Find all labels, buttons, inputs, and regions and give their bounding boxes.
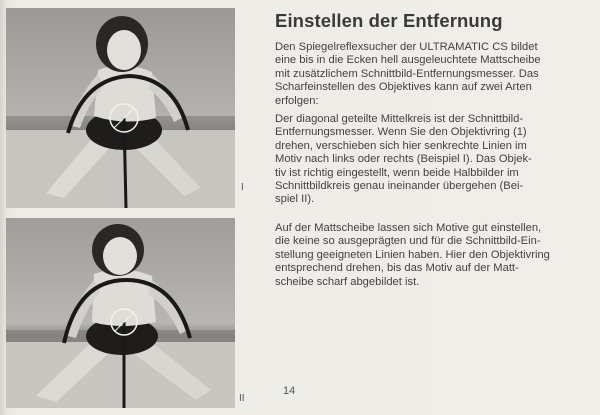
- paragraph-line: drehen, verschieben sich hier senkrechte Linien im: [275, 139, 527, 152]
- paragraph-line: die keine so ausgeprägten und für die Schnittbild-Ein-: [275, 235, 541, 248]
- paragraph-line: Scharfeinstellen des Objektives kann auf zwei Arten: [275, 81, 532, 94]
- paragraph-line: Auf der Mattscheibe lassen sich Motive gut einstellen,: [275, 222, 542, 234]
- paragraph-line: erfolgen:: [275, 94, 319, 107]
- paragraph-intro: [275, 41, 592, 108]
- paragraph-line: tiv ist richtig eingestellt, wenn beide Halbbilder im: [275, 166, 519, 179]
- page-number: 14: [283, 385, 296, 397]
- photo-label-2: II: [239, 393, 245, 404]
- paragraph-line: Den Spiegelreflexsucher der ULTRAMATIC CS bildet: [275, 41, 538, 53]
- paragraph-line: stellung geeigneten Linien haben. Hier den Objektivring: [275, 248, 550, 261]
- paragraph-line: eine bis in die Ecken hell ausgeleuchtete Mattscheibe: [275, 54, 541, 67]
- paragraph-line: entsprechend drehen, bis das Motiv auf der Matt-: [275, 262, 519, 275]
- paragraph-line: spiel II).: [275, 193, 315, 206]
- paragraph-rangefinder: [275, 113, 592, 207]
- photo-example-2: [6, 218, 235, 408]
- paragraph-line: Motiv nach links oder rechts (Beispiel I). Das Objek-: [275, 153, 532, 166]
- paragraph-line: Der diagonal geteilte Mittelkreis ist der Schnittbild-: [275, 113, 524, 125]
- paragraph-line: scheibe scharf abgebildet ist.: [275, 275, 420, 288]
- paragraph-line: Schnittbildkreis genau ineinander übergehen (Bei-: [275, 180, 524, 193]
- paragraph-line: Entfernungsmesser. Wenn Sie den Objektivring (1): [275, 126, 527, 139]
- photo-example-1: [6, 8, 235, 208]
- photo-label-1: I: [241, 182, 244, 193]
- paragraph-ground-glass: [275, 222, 592, 289]
- photo-example-1-image: [6, 8, 235, 208]
- section-heading: Einstellen der Entfernung: [275, 10, 503, 31]
- photo-example-2-image: [6, 218, 235, 408]
- paragraph-line: mit zusätzlichem Schnittbild-Entfernungsmesser. Das: [275, 67, 539, 80]
